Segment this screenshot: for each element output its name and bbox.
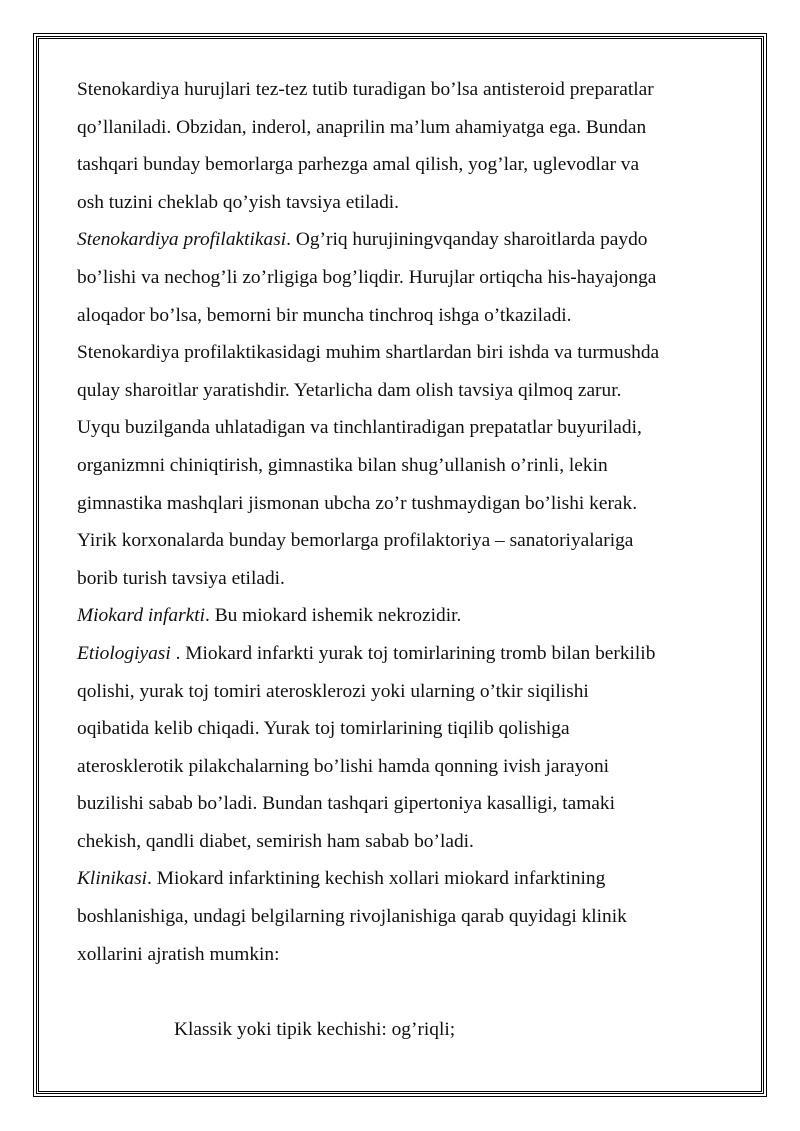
blank-line	[77, 973, 737, 1011]
text-line: bo’lishi va nechog’li zo’rligiga bog’liqdir. Hurujlar ortiqcha his-hayajonga	[77, 266, 657, 288]
text-line: tashqari bunday bemorlarga parhezga amal qilish, yog’lar, uglevodlar va	[77, 154, 640, 176]
text-line: borib turish tavsiya etiladi.	[77, 567, 285, 589]
text-line: qulay sharoitlar yaratishdir. Yetarlicha dam olish tavsiya qilmoq zarur.	[77, 379, 622, 401]
section-heading-line: Etiologiyasi . Miokard infarkti yurak toj tomirlarining tromb bilan berkilib	[77, 642, 656, 664]
text-line: aterosklerotik pilakchalarning bo’lishi hamda qonning ivish jarayoni	[77, 755, 610, 777]
section-heading: Miokard infarkti	[77, 605, 205, 627]
text-line: gimnastika mashqlari jismonan ubcha zo’r tushmaydigan bo’lishi kerak.	[77, 492, 638, 514]
text-line: chekish, qandli diabet, semirish ham sabab bo’ladi.	[77, 830, 474, 852]
section-heading: Stenokardiya profilaktikasi	[77, 229, 287, 251]
text-line: qo’llaniladi. Obzidan, inderol, anaprilin ma’lum ahamiyatga ega. Bundan	[77, 116, 647, 138]
text-line: xollarini ajratish mumkin:	[77, 943, 280, 965]
section-heading: Etiologiyasi	[77, 642, 171, 664]
text-line: Yirik korxonalarda bunday bemorlarga profilaktoriya – sanatoriyalariga	[77, 530, 634, 552]
document-body	[77, 71, 737, 1048]
text-line: Stenokardiya hurujlari tez-tez tutib turadigan bo’lsa antisteroid preparatlar	[77, 79, 654, 100]
text-line: Uyqu buzilganda uhlatadigan va tinchlantiradigan prepatatlar buyuriladi,	[77, 417, 642, 439]
text-line: oqibatida kelib chiqadi. Yurak toj tomirlarining tiqilib qolishiga	[77, 718, 570, 740]
text-line: qolishi, yurak toj tomiri aterosklerozi yoki ularning o’tkir siqilishi	[77, 680, 589, 702]
section-heading-line: Klinikasi. Miokard infarktining kechish xollari miokard infarktining	[77, 868, 606, 890]
list-item: Klassik yoki tipik kechishi: og’riqli;	[174, 1018, 456, 1040]
text-line: Stenokardiya profilaktikasidagi muhim shartlardan biri ishda va turmushda	[77, 342, 660, 364]
section-heading-line: Stenokardiya profilaktikasi. Og’riq hurujiningvqanday sharoitlarda paydo	[77, 229, 648, 251]
section-heading-line: Miokard infarkti. Bu miokard ishemik nekrozidir.	[77, 605, 462, 627]
text-line: osh tuzini cheklab qo’yish tavsiya etiladi.	[77, 191, 400, 213]
section-heading: Klinikasi	[77, 868, 148, 890]
text-line: aloqador bo’lsa, bemorni bir muncha tinchroq ishga o’tkaziladi.	[77, 304, 572, 326]
text-line: organizmni chiniqtirish, gimnastika bilan shug’ullanish o’rinli, lekin	[77, 454, 608, 476]
text-line: boshlanishiga, undagi belgilarning rivojlanishiga qarab quyidagi klinik	[77, 906, 627, 928]
text-line: buzilishi sabab bo’ladi. Bundan tashqari gipertoniya kasalligi, tamaki	[77, 793, 615, 815]
